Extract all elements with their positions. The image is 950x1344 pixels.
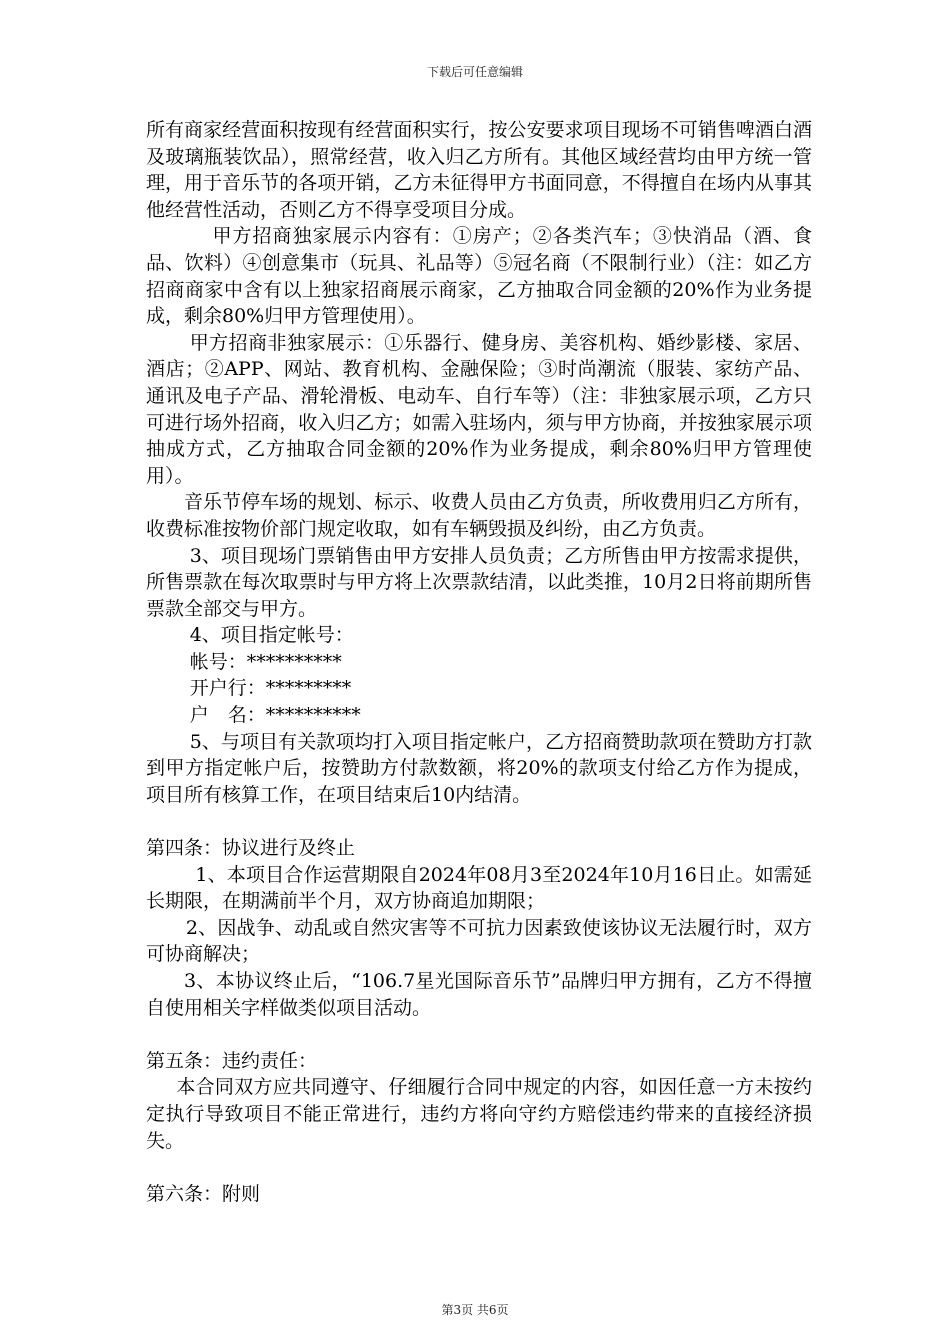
- paragraph-ticket-sales: 3、项目现场门票销售由甲方安排人员负责；乙方所售由甲方按需求提供，所售票款在每次取票时与甲方将上次票款结清，以此类推，10月2日将前期所售票款全部交与甲方。: [146, 544, 812, 620]
- account-number: 帐号：**********: [189, 650, 342, 673]
- paragraph-breach-liability: 本合同双方应共同遵守、仔细履行合同中规定的内容，如因任意一方未按约定执行导致项目不能正常进行，违约方将向守约方赔偿违约带来的直接经济损失。: [146, 1076, 812, 1152]
- paragraph-merchant-area: 所有商家经营面积按现有经营面积实行，按公安要求项目现场不可销售啤酒白酒及玻璃瓶装饮品），照常经营，收入归乙方所有。其他区域经营均由甲方统一管理，用于音乐节的各项开销，乙方未征得甲方书面同意，不得擅自在场内从事其他经营性活动，否则乙方不得享受项目分成。: [146, 119, 812, 221]
- paragraph-force-majeure: 2、因战争、动乱或自然灾害等不可抗力因素致使该协议无法履行时，双方可协商解决；: [146, 916, 812, 966]
- document-body: [146, 117, 812, 1207]
- paragraph-term: 1、本项目合作运营期限自2024年08月3至2024年10月16日止。如需延长期限，在期满前半个月，双方协商追加期限；: [146, 863, 812, 913]
- paragraph-brand-ownership: 3、本协议终止后，“106.7星光国际音乐节”品牌归甲方拥有，乙方不得擅自使用相关字样做类似项目活动。: [146, 970, 812, 1019]
- account-bank: 开户行：*********: [189, 677, 352, 700]
- paragraph-non-exclusive-display: 甲方招商非独家展示：①乐器行、健身房、美容机构、婚纱影楼、家居、酒店；②APP、网站、教育机构、金融保险；③时尚潮流（服装、家纺产品、通讯及电子产品、滑轮滑板、电动车、自行车等）（注：非独家展示项，乙方只可进行场外招商，收入归乙方；如需入驻场内，须与甲方协商，并按独家展示项抽成方式，乙方抽取合同金额的20%作为业务提成，剩余80%归甲方管理使用）。: [146, 331, 812, 487]
- section-heading-article-5: 第五条：违约责任：: [146, 1049, 318, 1072]
- paragraph-sponsorship-payment: 5、与项目有关款项均打入项目指定帐户，乙方招商赞助款项在赞助方打款到甲方指定帐户后，按赞助方付款数额，将20%的款项支付给乙方作为提成，项目所有核算工作，在项目结束后10内结清。: [146, 730, 812, 806]
- paragraph-exclusive-display: 甲方招商独家展示内容有：①房产；②各类汽车；③快消品（酒、食品、饮料）④创意集市（玩具、礼品等）⑤冠名商（不限制行业）（注：如乙方招商商家中含有以上独家招商展示商家，乙方抽取合同金额的20%作为业务提成，剩余80%归甲方管理使用）。: [146, 225, 812, 328]
- paragraph-parking: 音乐节停车场的规划、标示、收费人员由乙方负责，所收费用归乙方所有，收费标准按物价部门规定收取，如有车辆毁损及纠纷，由乙方负责。: [146, 491, 812, 540]
- page-footer: 第3页 共6页: [441, 1303, 509, 1317]
- paragraph-account-heading: 4、项目指定帐号：: [189, 624, 354, 647]
- section-heading-article-6: 第六条：附则: [146, 1182, 261, 1205]
- account-name: 户 名：**********: [189, 704, 361, 727]
- page-header: 下载后可任意编辑: [426, 65, 523, 79]
- section-heading-article-4: 第四条：协议进行及终止: [146, 837, 356, 860]
